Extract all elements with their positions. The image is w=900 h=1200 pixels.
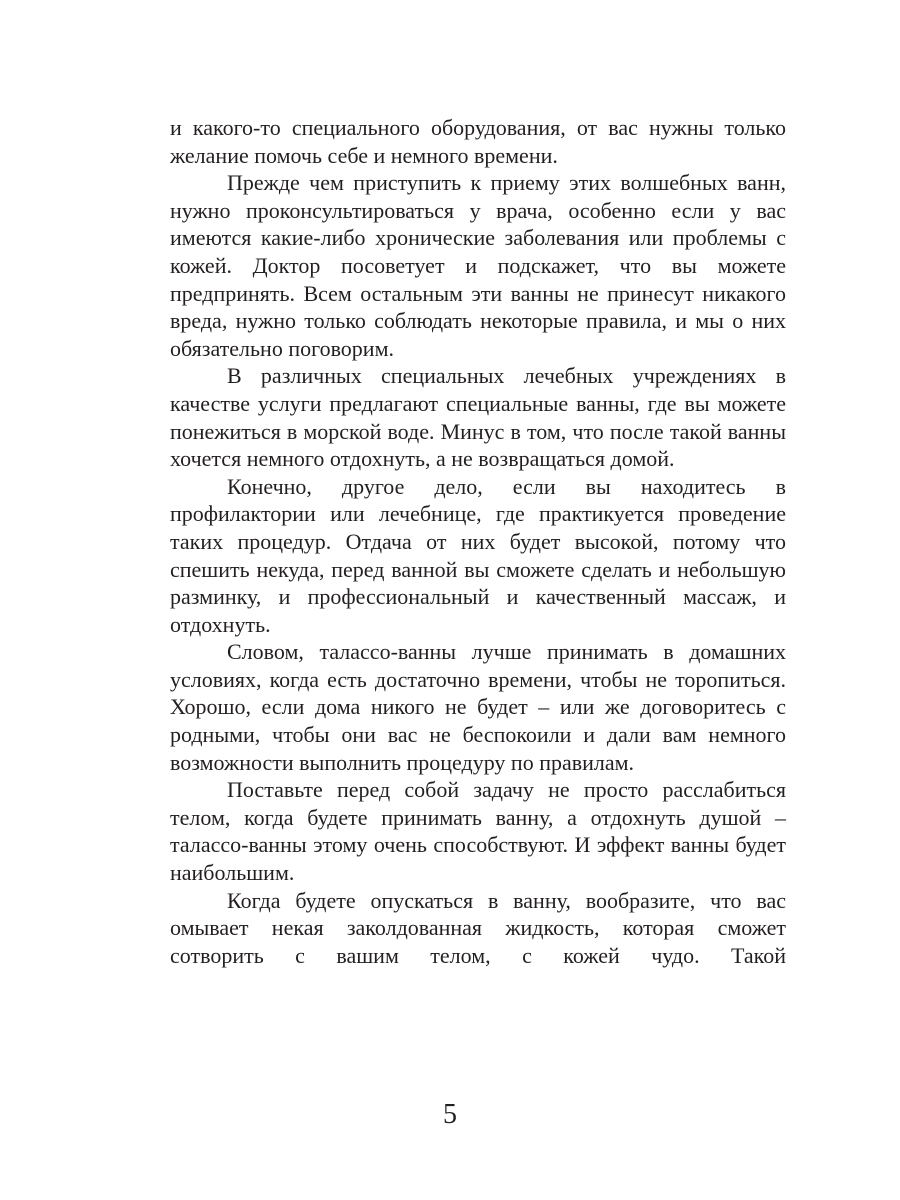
page-body — [170, 114, 786, 969]
paragraph-sanatorium: Конечно, другое дело, если вы находитесь в профилактории или лечебнице, где практикуется проведение таких процедур. Отдача от них будет высокой, потому что спешить некуда, перед ванной вы сможете сделать и небольшую разминку, и профессиональный и качественный массаж, и отдохнуть. — [170, 473, 786, 637]
paragraph-doctor-consultation: Прежде чем приступить к приему этих волшебных ванн, нужно проконсультироваться у врача, особенно если у вас имеются какие-либо хронические заболевания или проблемы с кожей. Доктор посоветует и подскажет, что вы можете предпринять. Всем остальным эти ванны не принесут никакого вреда, нужно только соблюдать некоторые правила, и мы о них обязательно поговорим. — [170, 170, 786, 361]
paragraph-home-conditions: Словом, талассо-ванны лучше принимать в домашних условиях, когда есть достаточно времени, чтобы не торопиться. Хорошо, если дома никого не будет – или же договоритесь с родными, чтобы они вас не беспокоили и дали вам немного возможности выполнить процедуру по правилам. — [170, 639, 786, 775]
paragraph-medical-institutions: В различных специальных лечебных учреждениях в качестве услуги предлагают специальные ванны, где вы можете понежиться в морской воде. Минус в том, что после такой ванны хочется немного отдохнуть, а не возвращаться домой. — [170, 363, 786, 472]
page-number: 5 — [443, 1099, 457, 1130]
paragraph-continued: и какого-то специального оборудования, от вас нужны только желание помочь себе и немного времени. — [170, 115, 786, 168]
paragraph-imagine-liquid: Когда будете опускаться в ванну, вообразите, что вас омывает некая заколдованная жидкость, которая сможет сотворить с вашим телом, с кожей чудо. Такой — [170, 887, 786, 968]
paragraph-relax-soul: Поставьте перед собой задачу не просто расслабиться телом, когда будете принимать ванну, а отдохнуть душой – талассо-ванны этому очень способствуют. И эффект ванны будет наибольшим. — [170, 777, 786, 886]
